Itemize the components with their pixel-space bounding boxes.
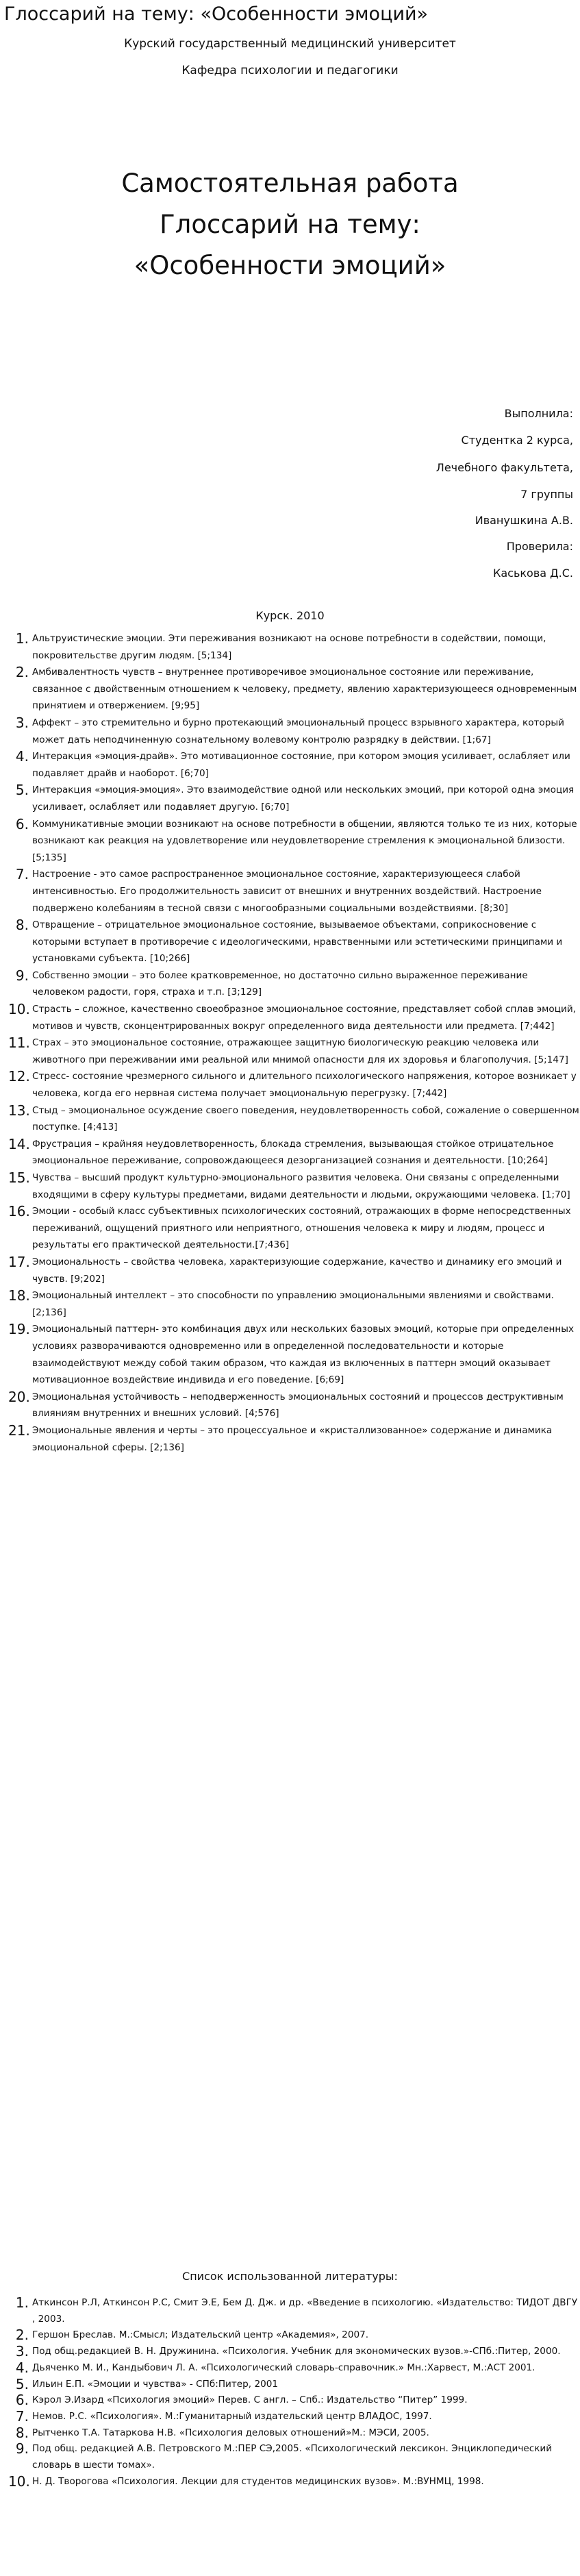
references-list bbox=[0, 2295, 580, 2490]
department-name: Кафедра психологии и педагогики bbox=[181, 64, 399, 77]
glossary-item: Стыд – эмоциональное осуждение своего поведения, неудовлетворенность собой, сожаление о совершенном поступке. [4;413] bbox=[32, 1104, 579, 1133]
topic-title: «Особенности эмоций» bbox=[134, 251, 446, 280]
reference-item: Рытченко Т.А. Татаркова Н.В. «Психология деловых отношений»М.: МЭСИ, 2005. bbox=[32, 2427, 429, 2438]
glossary-item: Эмоции - особый класс субъективных психологических состояний, отражающих в форме непосредственных переживаний, ощущений приятного или неприятного, отношения человека к миру и людям, процесс и результаты его практической деятельности.[7;436] bbox=[32, 1206, 571, 1251]
document-title: Глоссарий на тему: «Особенности эмоций» bbox=[4, 3, 429, 25]
glossary-item: Фрустрация – крайняя неудовлетворенность, блокада стремления, вызывающая стойкое отрицательное эмоциональное переживание, сопровождающееся дезорганизацией сознания и деятельности. [10;264] bbox=[32, 1138, 554, 1167]
glossary-item: Коммуникативные эмоции возникают на основе потребности в общении, являются только те из них, которые возникают как реакция на удовлетворение или неудовлетворение стремления к эмоциональной близости. [5;135] bbox=[32, 818, 577, 863]
reference-item: Ильин Е.П. «Эмоции и чувства» - СПб:Питер, 2001 bbox=[32, 2378, 279, 2390]
glossary-item: Настроение - это самое распространенное эмоциональное состояние, характеризующееся слабой интенсивностью. Его продолжительность зависит от внешних и внутренних воздействий. Настроение подвержено колебаниям в тесной связи с многообразными социальными воздействиями. [8;30] bbox=[32, 869, 542, 914]
student-faculty: Лечебного факультета, bbox=[436, 461, 573, 474]
checker-name: Каськова Д.С. bbox=[492, 567, 573, 580]
references-title: Список использованной литературы: bbox=[182, 2270, 398, 2283]
reference-item: Гершон Бреслав. М.:Смысл; Издательский центр «Академия», 2007. bbox=[32, 2329, 369, 2341]
reference-item: Дьяченко М. И., Кандыбович Л. А. «Психологический словарь-справочник.» Мн.:Харвест, М.:АСТ 2001. bbox=[32, 2362, 535, 2373]
glossary-list bbox=[0, 630, 580, 1456]
city-year: Курск. 2010 bbox=[255, 609, 325, 622]
reference-item: Под общ. редакцией А.В. Петровского М.:ПЕР СЭ,2005. «Психологический лексикон. Энциклопедический словарь в шести томах». bbox=[32, 2443, 553, 2471]
reference-item: Под общ.редакцией В. Н. Дружинина. «Психология. Учебник для экономических вузов.»-СПб.:Питер, 2000. bbox=[32, 2346, 561, 2357]
student-course: Студентка 2 курса, bbox=[461, 434, 573, 447]
glossary-item: Интеракция «эмоция-драйв». Это мотивационное состояние, при котором эмоция усиливает, ослабляет или подавляет драйв и наоборот. [6;70] bbox=[32, 751, 570, 779]
work-type-title: Самостоятельная работа bbox=[121, 169, 459, 198]
glossary-title: Глоссарий на тему: bbox=[160, 210, 420, 239]
glossary-item: Аффект – это стремительно и бурно протекающий эмоциональный процесс взрывного характера, который может дать неподчиненную сознательному волевому контролю разрядку в действии. [1;67] bbox=[32, 717, 564, 745]
student-group: 7 группы bbox=[520, 488, 573, 501]
glossary-item: Эмоциональные явления и черты – это процессуальное и «кристаллизованное» содержание и динамика эмоциональной сферы. [2;136] bbox=[32, 1424, 553, 1453]
glossary-item: Амбивалентность чувств – внутреннее противоречивое эмоциональное состояние или переживание, связанное с двойственным отношением к человеку, предмету, явлению характеризующееся одновременным принятием и отвержением. [9;95] bbox=[32, 667, 577, 712]
glossary-item: Чувства – высший продукт культурно-эмоционального развития человека. Они связаны с определенными входящими в сферу культуры предметами, видами деятельности и людьми, окружающими человека. [1;70] bbox=[32, 1172, 570, 1200]
glossary-item: Стресс- состояние чрезмерного сильного и длительного психологического напряжения, которое возникает у человека, когда его нервная система получает эмоциональную перегрузку. [7;442] bbox=[32, 1071, 577, 1100]
reference-item: Н. Д. Творогова «Психология. Лекции для студентов медицинских вузов». М.:ВУНМЦ, 1998. bbox=[32, 2475, 484, 2487]
student-name: Иванушкина А.В. bbox=[475, 514, 573, 527]
done-label: Выполнила: bbox=[504, 407, 573, 420]
glossary-item: Интеракция «эмоция-эмоция». Это взаимодействие одной или нескольких эмоций, при которой одна эмоция усиливает, ослабляет или подавляет другую. [6;70] bbox=[32, 784, 575, 813]
glossary-item: Эмоциональный паттерн- это комбинация двух или нескольких базовых эмоций, которые при определенных условиях разворачиваются одновременно или в определенной последовательности и которые взаимодействуют между собой таким образом, что каждая из включенных в паттерн эмоций оказывает мотивационное воздействие индивида и его поведение. [6;69] bbox=[32, 1324, 575, 1386]
glossary-item: Эмоциональность – свойства человека, характеризующие содержание, качество и динамику его эмоций и чувств. [9;202] bbox=[32, 1256, 562, 1285]
glossary-item: Отвращение – отрицательное эмоциональное состояние, вызываемое объектами, соприкосновение с которыми вступает в противоречие с идеологическими, нравственными или эстетическими принципами и установками субъекта. [10;266] bbox=[32, 919, 563, 965]
reference-item: Аткинсон Р.Л, Аткинсон Р.С, Смит Э.Е, Бем Д. Дж. и др. «Введение в психологию. «Издательство: ТИДОТ ДВГУ , 2003. bbox=[32, 2297, 578, 2325]
glossary-item: Альтруистические эмоции. Эти переживания возникают на основе потребности в содействии, помощи, покровительстве другим людям. [5;134] bbox=[32, 633, 546, 661]
university-name: Курский государственный медицинский университет bbox=[124, 37, 456, 51]
glossary-item: Страх – это эмоциональное состояние, отражающее защитную биологическую реакцию человека или животного при переживании ими реальной или мнимой опасности для их здоровья и благополучия. [5;147] bbox=[32, 1037, 568, 1065]
checked-label: Проверила: bbox=[506, 540, 573, 553]
reference-item: Кэрол Э.Изард «Психология эмоций» Перев. С англ. – Спб.: Издательство “Питер” 1999. bbox=[32, 2394, 468, 2406]
glossary-item: Эмоциональная устойчивость – неподверженность эмоциональных состояний и процессов деструктивным влияниям внутренних и внешних условий. [4;576] bbox=[32, 1391, 564, 1420]
glossary-item: Собственно эмоции – это более кратковременное, но достаточно сильно выраженное переживание человеком радости, горя, страха и т.п. [3;129] bbox=[32, 969, 528, 998]
reference-item: Немов. Р.С. «Психология». М.:Гуманитарный издательский центр ВЛАДОС, 1997. bbox=[32, 2410, 432, 2422]
glossary-item: Эмоциональный интеллект – это способности по управлению эмоциональными явлениями и свойствами. [2;136] bbox=[32, 1290, 554, 1318]
glossary-item: Страсть – сложное, качественно своеобразное эмоциональное состояние, представляет собой сплав эмоций, мотивов и чувств, сконцентрированных вокруг определенного вида деятельности или предмета. [7;442] bbox=[32, 1004, 576, 1032]
